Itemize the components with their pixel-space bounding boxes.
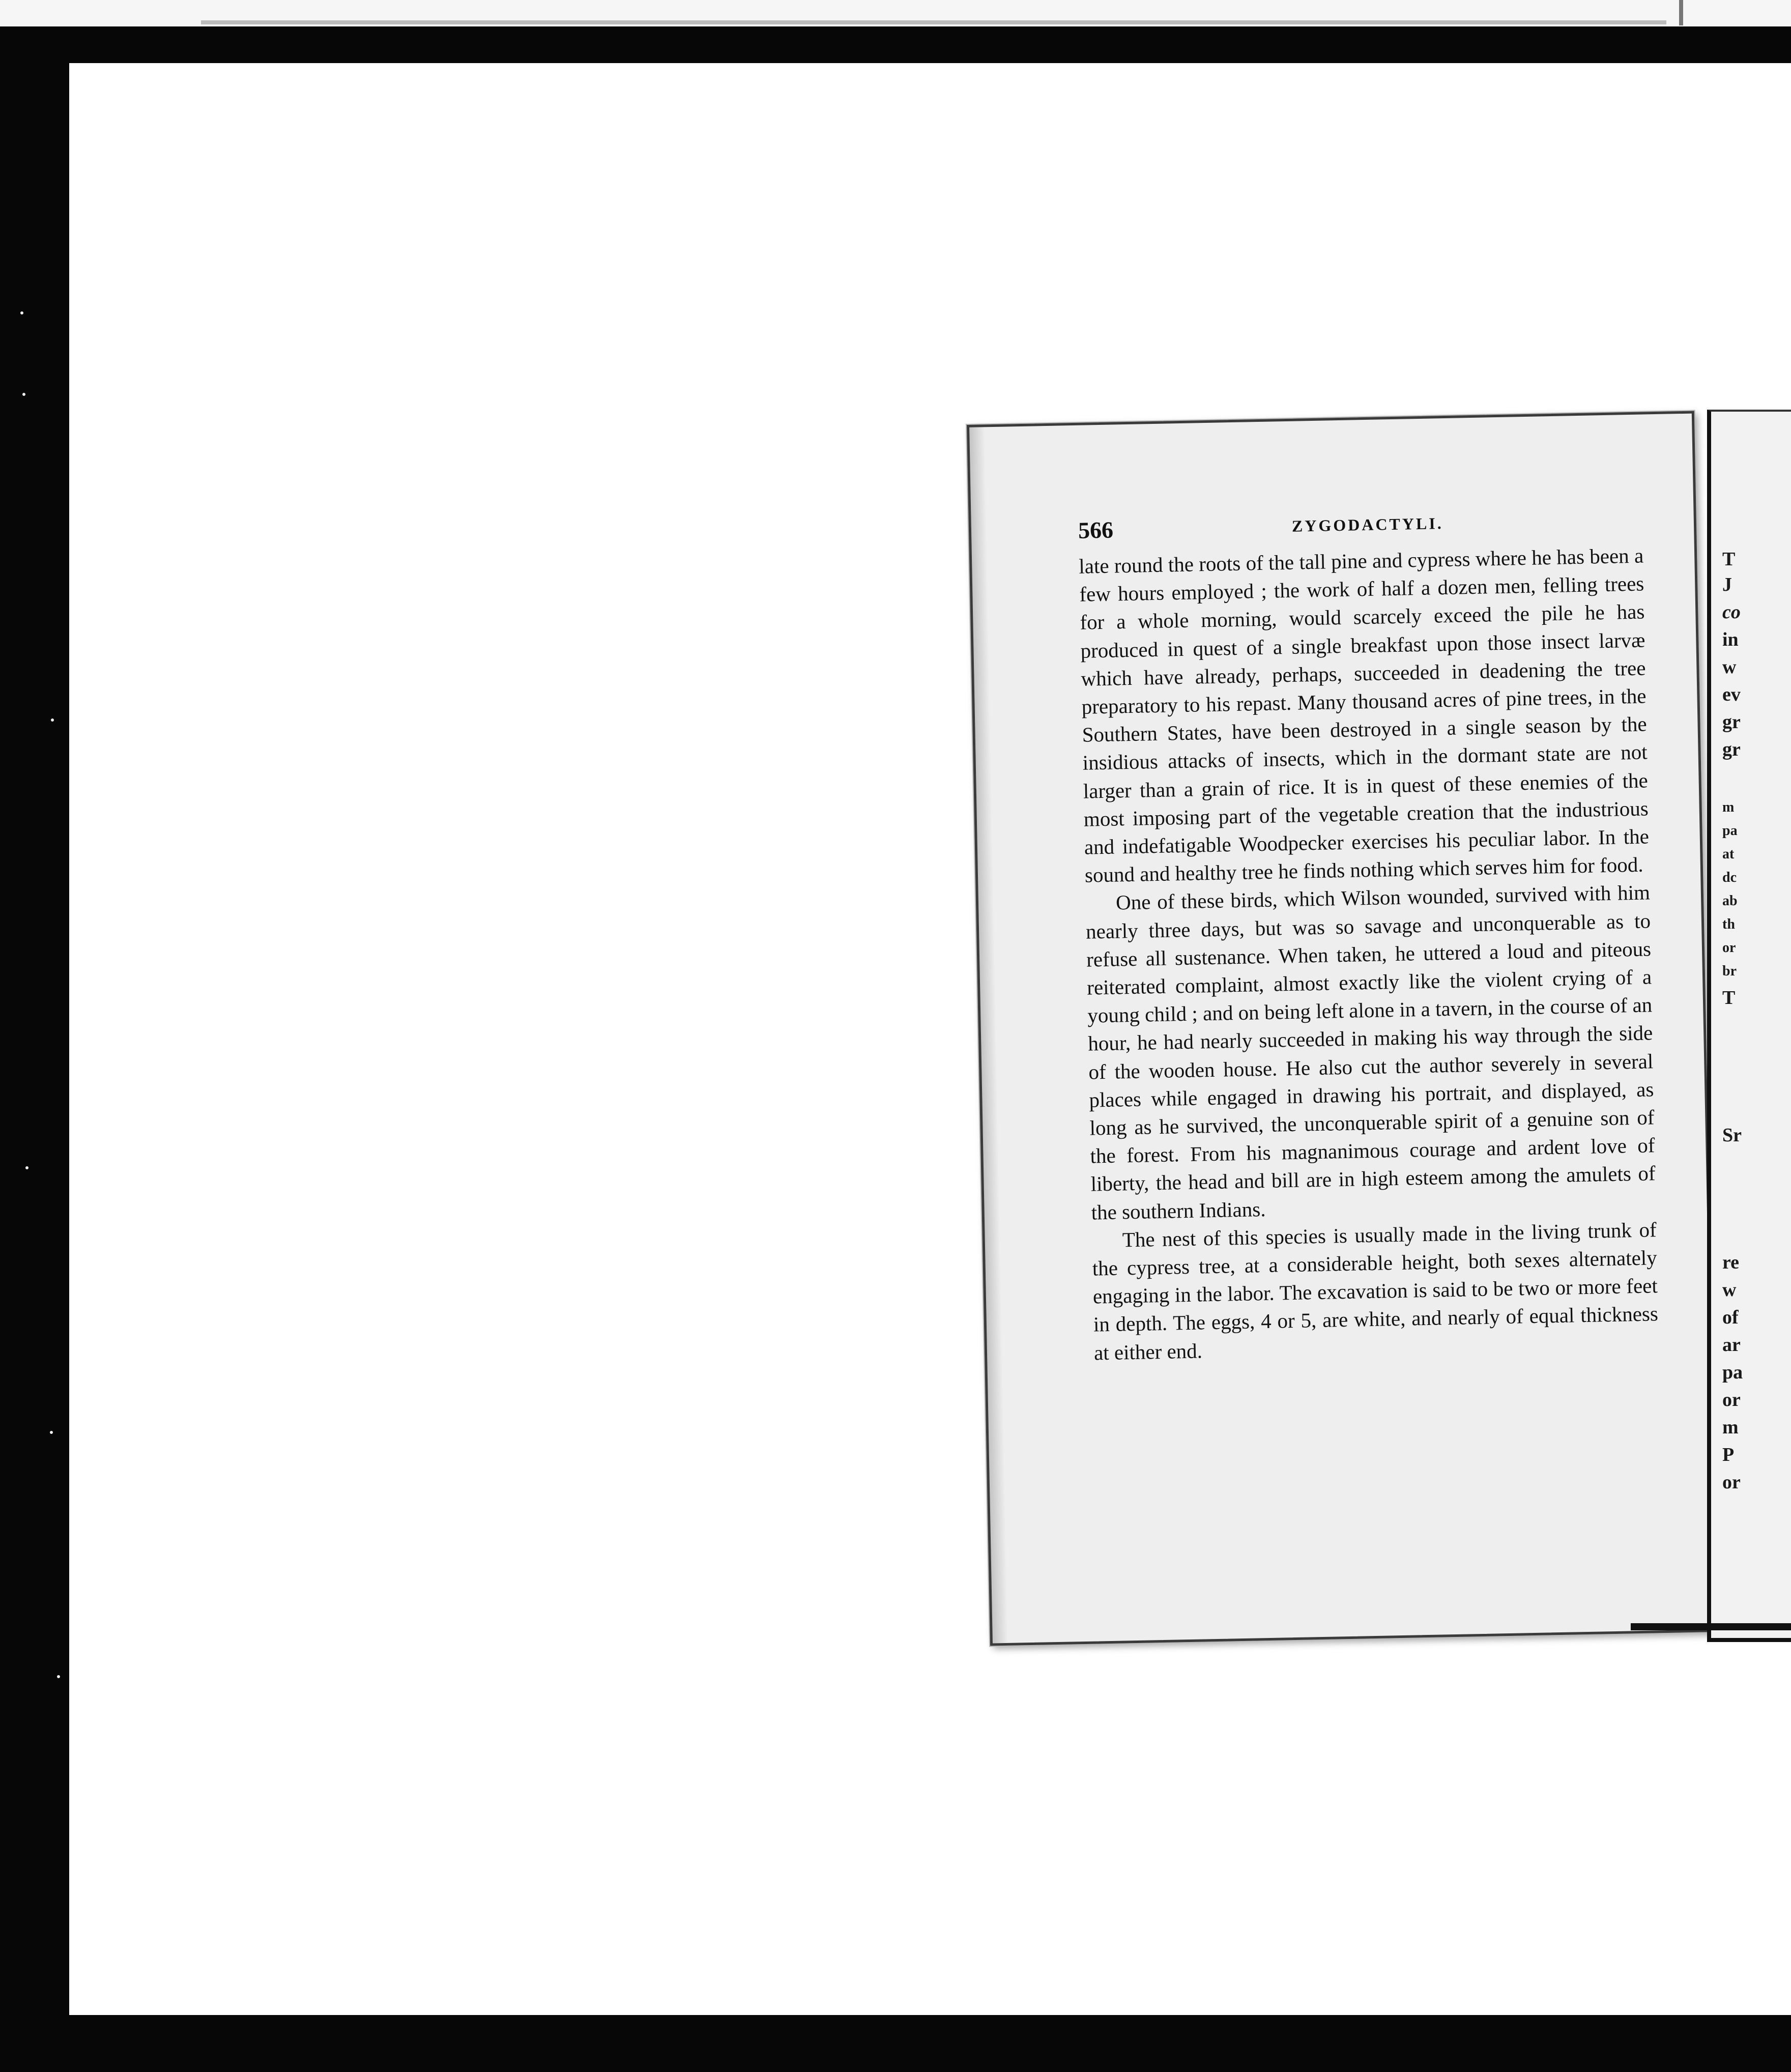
facing-page-fragment: ev (1722, 684, 1741, 705)
film-speck (57, 1675, 60, 1678)
film-speck (50, 1431, 53, 1434)
paragraph: One of these birds, which Wilson wounded, survived with him nearly three days, but was so savage and unconquerable as to refuse all sustenance. When taken, he uttered a loud and piteous reiterated complaint, almost exactly like the violent crying of a young child ; and on being left alone in a tavern, in the course of an hour, he had nearly succeeded in making his way through the side of the wooden house. He also cut the author severely in several places while engaged in drawing his portrait, and displayed, as long as he survived, the unconquerable spirit of a genuine son of the forest. From his magnanimous courage and ardent love of liberty, the head and bill are in high esteem among the amulets of the southern Indians. (1085, 880, 1656, 1224)
facing-page-fragment: ab (1722, 893, 1738, 909)
paragraph: The nest of this species is usually made in the living trunk of the cypress tree, at a considerable height, both sexes alternately engaging in the labor. The excavation is said to be two or more feet in depth. The eggs, 4 or 5, are white, and nearly of equal thickness at either end. (1092, 1218, 1659, 1365)
facing-page-fragment: ar (1722, 1334, 1741, 1356)
facing-page-fragment: co (1722, 601, 1741, 623)
film-speck (20, 311, 23, 314)
facing-page-fragment: re (1722, 1252, 1740, 1273)
facing-page-fragment: pa (1722, 1362, 1743, 1383)
facing-page-fragment: m (1722, 1417, 1739, 1438)
facing-page-fragment: of (1722, 1307, 1739, 1328)
book-page (967, 411, 1718, 1646)
facing-page-fragment: gr (1722, 711, 1741, 733)
facing-page-fragment: T (1722, 987, 1736, 1009)
facing-page-fragment: P (1722, 1444, 1735, 1465)
facing-page-fragment: m (1722, 799, 1735, 815)
facing-page-fragment: J (1722, 574, 1732, 595)
facing-page-fragment: T (1722, 549, 1736, 570)
facing-page-fragment: or (1722, 1389, 1741, 1411)
facing-page-fragment: pa (1722, 823, 1738, 839)
facing-page-fragment: w (1722, 656, 1737, 678)
facing-page-fragment: in (1722, 629, 1739, 650)
facing-page-fragment: at (1722, 846, 1735, 862)
page-number: 566 (1078, 516, 1114, 543)
previous-frame-strip (0, 0, 1791, 26)
page-base-shadow (1631, 1623, 1791, 1630)
previous-frame-edge (201, 20, 1666, 24)
film-border-bottom (0, 2015, 1791, 2072)
facing-page-fragment: th (1722, 916, 1735, 932)
running-head (1078, 506, 1649, 547)
running-title: ZYGODACTYLI. (1291, 514, 1444, 535)
facing-page-fragment: w (1722, 1279, 1737, 1301)
facing-page-fragment: Sr (1722, 1125, 1742, 1146)
film-border-top (0, 26, 1791, 63)
facing-page-fragment: or (1722, 1472, 1741, 1493)
facing-page-fragment: br (1722, 963, 1737, 979)
facing-page-fragment: or (1722, 940, 1736, 956)
page-body (1079, 542, 1659, 1367)
film-speck (22, 393, 25, 396)
paragraph: late round the roots of the tall pine and cypress where he has been a few hours employed ; the work of half a dozen men, felling trees for a whole morning, would scarcely exceed the pile he has produced in quest of a single breakfast upon those insect larvæ which have already, perhaps, succeeded in deadening the tree preparatory to his repast. Many thousand acres of pine trees, in the Southern States, have been destroyed in a single season by the insidious attacks of insects, which in the dormant state are not larger than a grain of rice. It is in quest of these enemies of the most imposing part of the vegetable creation that the industrious and indefatigable Woodpecker exercises his peculiar labor. In the sound and healthy tree he finds nothing which serves him for food. (1078, 543, 1650, 887)
facing-page-fragment: gr (1722, 739, 1741, 760)
facing-page-fragment: dc (1722, 870, 1737, 885)
facing-page (1707, 410, 1791, 1642)
film-border-left (0, 26, 69, 2072)
previous-frame-divider (1679, 0, 1683, 25)
film-speck (51, 718, 54, 722)
film-speck (25, 1166, 28, 1169)
